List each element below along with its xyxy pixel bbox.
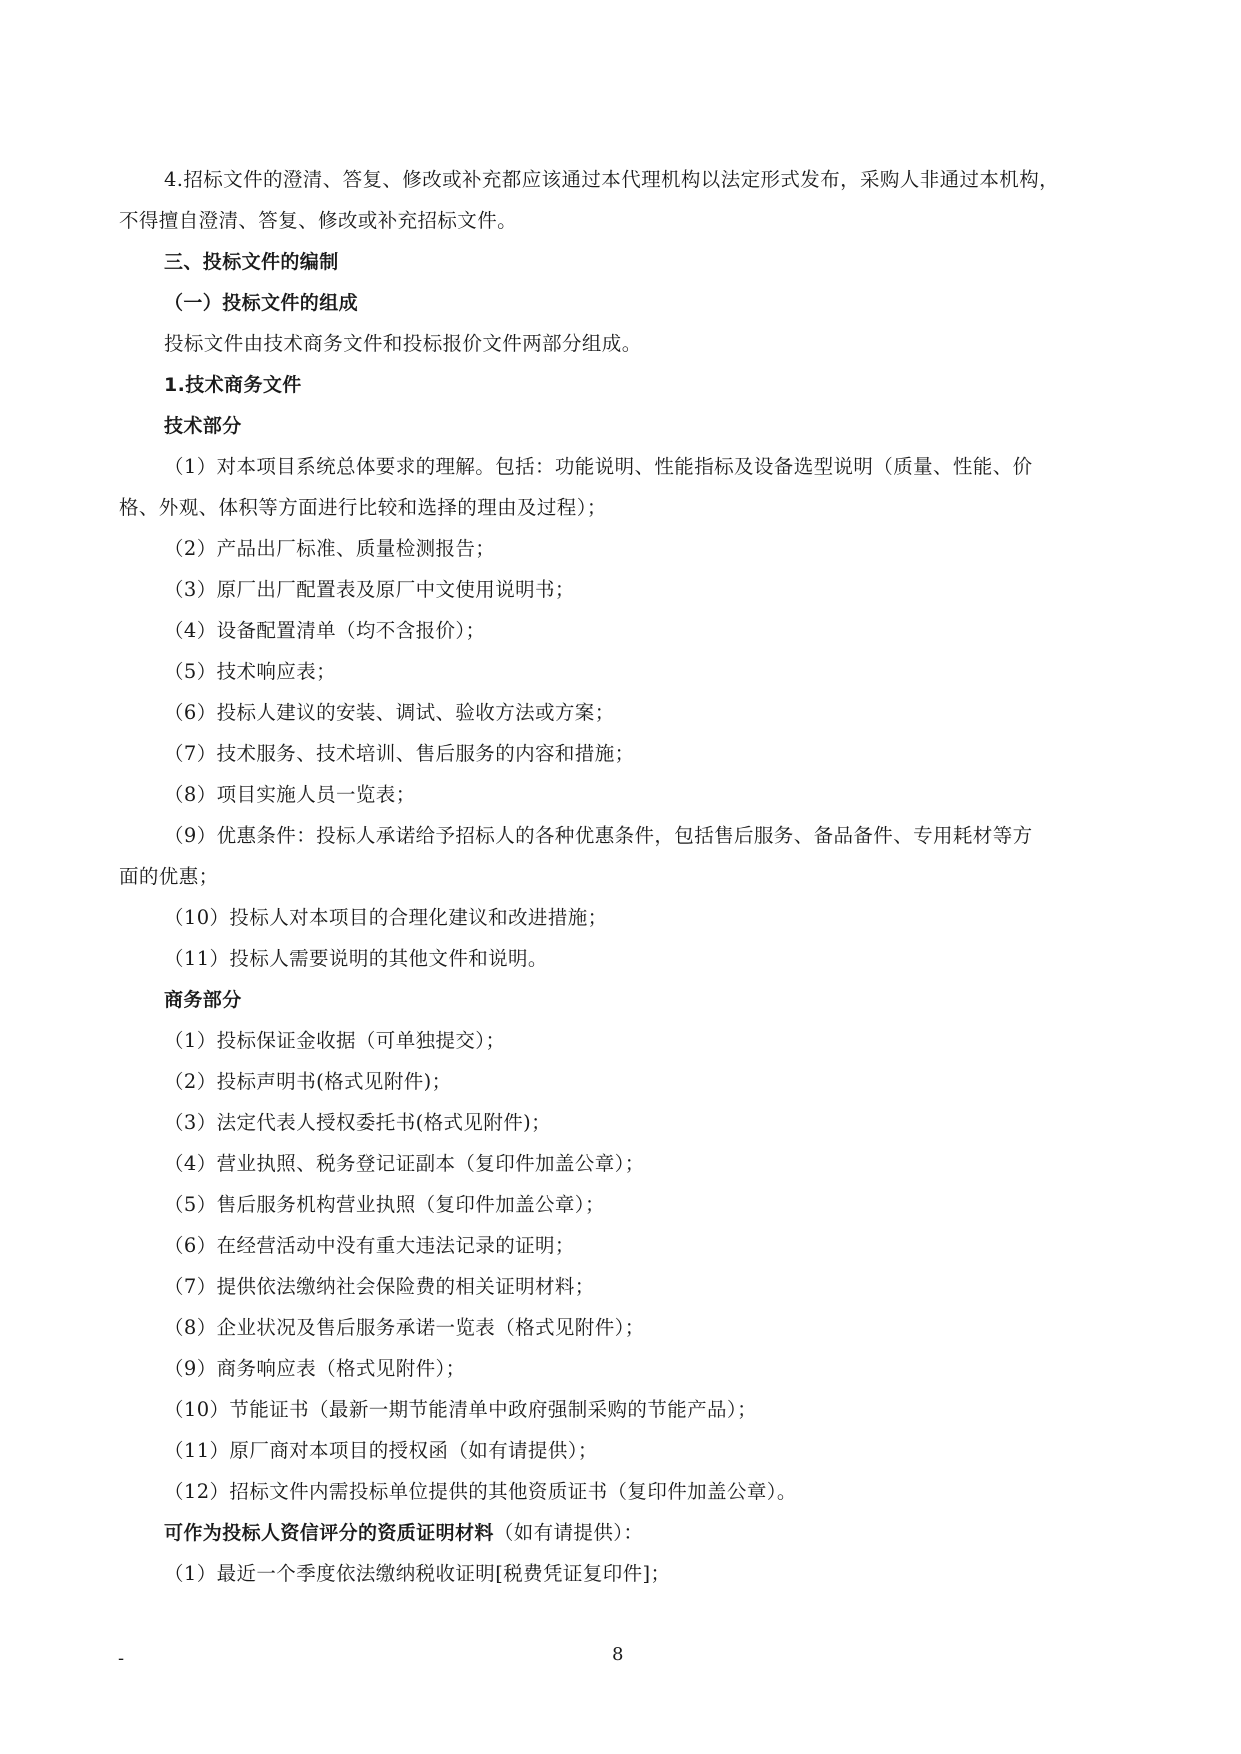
- part-heading-business: 商务部分: [164, 989, 242, 1011]
- list-item: （9）优惠条件：投标人承诺给予招标人的各种优惠条件，包括售后服务、备品备件、专用耗材等方: [164, 824, 1033, 847]
- section-heading: 三、投标文件的编制: [164, 251, 339, 273]
- part-heading-technical: 技术部分: [164, 415, 242, 437]
- list-item: （1）最近一个季度依法缴纳税收证明[税费凭证复印件]；: [164, 1562, 671, 1585]
- list-item: （10）节能证书（最新一期节能清单中政府强制采购的节能产品）；: [164, 1398, 757, 1421]
- list-item: （11）原厂商对本项目的授权函（如有请提供）；: [164, 1439, 598, 1462]
- list-item: （11）投标人需要说明的其他文件和说明。: [164, 947, 548, 970]
- part-heading-credentials: [164, 1520, 643, 1546]
- list-item: （4）设备配置清单（均不含报价）；: [164, 619, 486, 642]
- list-item: （8）项目实施人员一览表；: [164, 783, 416, 806]
- paragraph-clarification: 4.招标文件的澄清、答复、修改或补充都应该通过本代理机构以法定形式发布，采购人非通过本机构，: [164, 168, 1060, 191]
- page-number: 8: [612, 1644, 624, 1665]
- list-item: （1）投标保证金收据（可单独提交）；: [164, 1029, 506, 1052]
- list-item: （2）产品出厂标准、质量检测报告；: [164, 537, 496, 560]
- paragraph-composition: 投标文件由技术商务文件和投标报价文件两部分组成。: [164, 332, 642, 355]
- list-item: （8）企业状况及售后服务承诺一览表（格式见附件）；: [164, 1316, 645, 1339]
- list-item: （7）技术服务、技术培训、售后服务的内容和措施；: [164, 742, 635, 765]
- list-item: （3）原厂出厂配置表及原厂中文使用说明书；: [164, 578, 575, 601]
- list-item: （10）投标人对本项目的合理化建议和改进措施；: [164, 906, 608, 929]
- subsection-heading: （一）投标文件的组成: [164, 292, 359, 314]
- list-item: （6）在经营活动中没有重大违法记录的证明；: [164, 1234, 575, 1257]
- list-item: （6）投标人建议的安装、调试、验收方法或方案；: [164, 701, 615, 724]
- list-item: （9）商务响应表（格式见附件）；: [164, 1357, 466, 1380]
- list-item: （3）法定代表人授权委托书(格式见附件)；: [164, 1111, 552, 1134]
- footer-mark: -: [118, 1648, 125, 1669]
- list-item: （1）对本项目系统总体要求的理解。包括：功能说明、性能指标及设备选型说明（质量、性能、价: [164, 455, 1033, 478]
- list-item: （7）提供依法缴纳社会保险费的相关证明材料；: [164, 1275, 595, 1298]
- credentials-heading-note: （如有请提供）：: [493, 1521, 644, 1544]
- list-item-cont: 格、外观、体积等方面进行比较和选择的理由及过程）；: [119, 496, 607, 519]
- credentials-heading-label: 可作为投标人资信评分的资质证明材料: [164, 1522, 494, 1544]
- list-item: （4）营业执照、税务登记证副本（复印件加盖公章）；: [164, 1152, 645, 1175]
- list-item: （5）技术响应表；: [164, 660, 337, 683]
- item-heading-tech-business: 1.技术商务文件: [164, 374, 302, 396]
- list-item-cont: 面的优惠；: [119, 865, 219, 888]
- list-item: （5）售后服务机构营业执照（复印件加盖公章）；: [164, 1193, 605, 1216]
- list-item: （12）招标文件内需投标单位提供的其他资质证书（复印件加盖公章）。: [164, 1480, 797, 1503]
- list-item: （2）投标声明书(格式见附件)；: [164, 1070, 452, 1093]
- paragraph-clarification-cont: 不得擅自澄清、答复、修改或补充招标文件。: [119, 209, 518, 232]
